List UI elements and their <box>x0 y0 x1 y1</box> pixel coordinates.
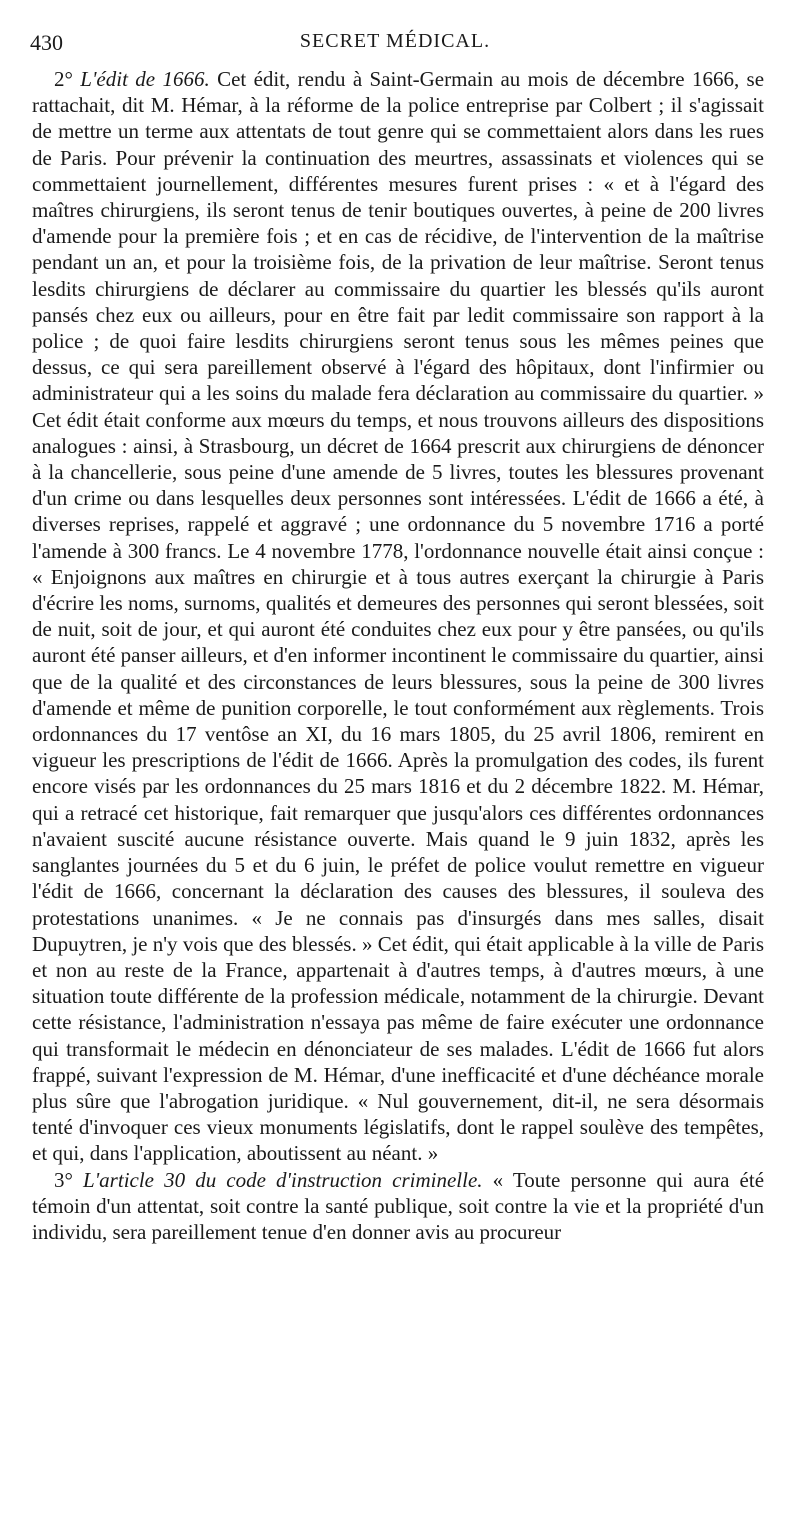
paragraph-number: 2° <box>54 67 73 91</box>
page-header <box>30 30 760 60</box>
paragraph-lead: L'article 30 du code d'instruction criminelle. <box>83 1167 483 1192</box>
paragraph-lead: L'édit de 1666. <box>80 67 210 91</box>
running-title: SECRET MÉDICAL. <box>299 30 491 52</box>
paragraph-edit-1666 <box>32 66 764 1167</box>
paragraph-text: « Toute personne qui aura été témoin d'un attentat, soit contre la santé publique, soit contre la vie et la propriété d'un individu, sera pareillement tenue d'en donner avis au procureur <box>32 1167 765 1244</box>
body-text <box>32 66 764 1245</box>
paragraph-text: Cet édit, rendu à Saint-Germain au mois de décembre 1666, se rattachait, dit M. Hémar, à la réforme de la police entreprise par Colbert ; il s'agissait de mettre un terme aux attentats de tout genre qui se commettaient alors dans les rues de Paris. Pour prévenir la continuation des meurtres, assassinats et violences qui se commettaient journellement, différentes mesures furent prises : « et à l'égard des maîtres chirurgiens, ils seront tenus de tenir boutiques ouvertes, à peine de 200 livres d'amende pour la première fois ; et en cas de récidive, de l'intervention de la maîtrise pendant un an, et pour la troisième fois, de la privation de leur maîtrise. Seront tenus lesdits chirurgiens de déclarer au commissaire du quartier les blessés qu'ils auront pansés chez eux ou ailleurs, pour en être fait par ledit commissaire son rapport à la police ; de quoi faire lesdits chirurgiens seront tenus sous les mêmes peines que dessus, ce qui sera pareillement observé à l'égard des hôpitaux, dont l'infirmier ou administrateur qui a les soins du malade fera déclaration au commissaire du quartier. » Cet édit était conforme aux mœurs du temps, et nous trouvons ailleurs des dispositions analogues : ainsi, à Strasbourg, un décret de 1664 prescrit aux chirurgiens de dénoncer à la chancellerie, sous peine d'une amende de 5 livres, toutes les blessures provenant d'un crime ou dans lesquelles deux personnes sont intéressées. L'édit de 1666 a été, à diverses reprises, rappelé et aggravé ; une ordonnance du 5 novembre 1716 a porté l'amende à 300 francs. Le 4 novembre 1778, l'ordonnance nouvelle était ainsi conçue : « Enjoignons aux maîtres en chirurgie et à tous autres exerçant la chirurgie à Paris d'écrire les noms, surnoms, qualités et demeures des personnes qui seront blessées, soit de nuit, soit de jour, et qui auront été conduites chez eux pour y être pansées, ou qu'ils auront été panser ailleurs, et d'en informer incontinent le commissaire du quartier, ainsi que de la qualité et des circonstances de leurs blessures, sous la peine de 300 livres d'amende et même de punition corporelle, le tout conformément aux règlements. Trois ordonnances du 17 ventôse an XI, du 16 mars 1805, du 25 avril 1806, remirent en vigueur les prescriptions de l'édit de 1666. Après la promulgation des codes, ils furent encore visés par les ordonnances du 25 mars 1816 et du 2 décembre 1822. M. Hémar, qui a retracé cet historique, fait remarquer que jusqu'alors ces différentes ordonnances n'avaient suscité aucune résistance ouverte. Mais quand le 9 juin 1832, après les sanglantes journées du 5 et du 6 juin, le préfet de police voulut remettre en vigueur l'édit de 1666, concernant la déclaration des causes des blessures, il souleva des protestations unanimes. « Je ne connais pas d'insurgés dans mes salles, disait Dupuytren, je n'y vois que des blessés. » Cet édit, qui était applicable à la ville de Paris et non au reste de la France, appartenait à d'autres temps, à d'autres mœurs, à une situation toute différente de la profession médicale, notamment de la chirurgie. Devant cette résistance, l'administration n'essaya pas même de faire exécuter une ordonnance qui transformait le médecin en dénonciateur de ses malades. L'édit de 1666 fut alors frappé, suivant l'expression de M. Hémar, d'une inefficacité et d'une déchéance morale plus sûre que l'abrogation juridique. « Nul gouvernement, dit-il, ne sera désormais tenté d'invoquer ces vieux monuments législatifs, dont le rappel soulève des tempêtes, et qui, dans l'application, aboutissent au néant. » <box>32 67 765 1166</box>
paragraph-number: 3° <box>54 1167 73 1192</box>
page-number: 430 <box>30 30 63 55</box>
paragraph-article-30 <box>32 1167 764 1246</box>
